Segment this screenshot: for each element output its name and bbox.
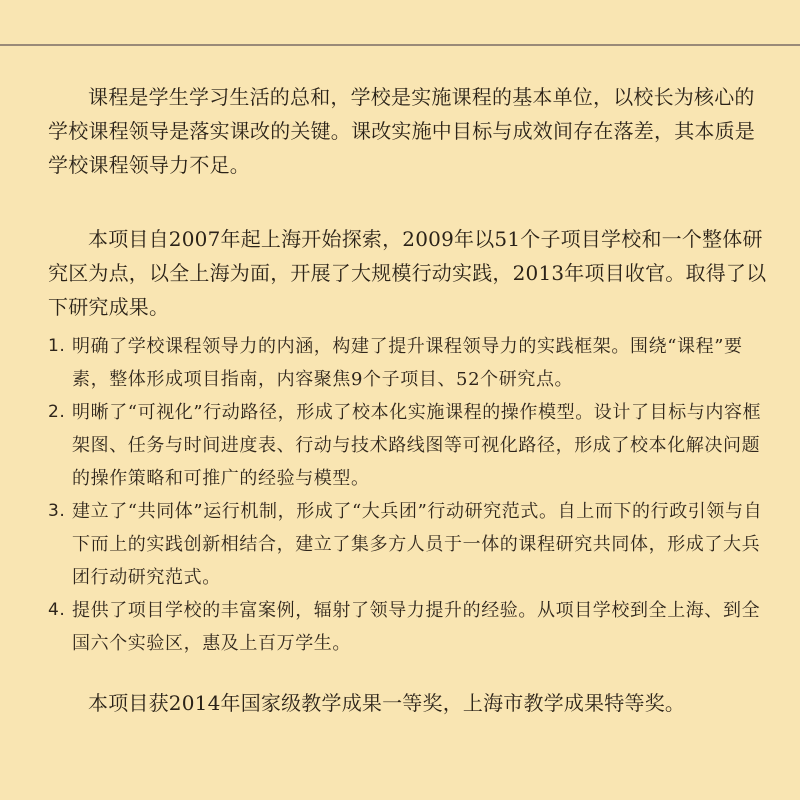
results-item-number: 2. (48, 402, 66, 422)
intro-paragraph-1: 课程是学生学习生活的总和，学校是实施课程的基本单位，以校长为核心的学校课程领导是落实课改的关键。课改实施中目标与成效间存在落差，其本质是学校课程领导力不足。 (48, 85, 755, 177)
top-divider (0, 44, 800, 46)
results-item-text: 明确了学校课程领导力的内涵，构建了提升课程领导力的实践框架。围绕“课程”要素，整体形成项目指南，内容聚焦9个子项目、52个研究点。 (72, 336, 743, 390)
results-item-text: 提供了项目学校的丰富案例，辐射了领导力提升的经验。从项目学校到全上海、到全国六个实验区，惠及上百万学生。 (72, 600, 761, 654)
closing-paragraph: 本项目获2014年国家级教学成果一等奖，上海市教学成果特等奖。 (88, 691, 686, 715)
results-list (48, 330, 776, 660)
results-item-number: 3. (48, 501, 66, 521)
results-list-item (48, 396, 776, 495)
results-item-text: 明晰了“可视化”行动路径，形成了校本化实施课程的操作模型。设计了目标与内容框架图、任务与时间进度表、行动与技术路线图等可视化路径，形成了校本化解决问题的操作策略和可推广的经验与模型。 (72, 402, 762, 489)
results-item-number: 4. (48, 600, 66, 620)
results-item-text: 建立了“共同体”运行机制，形成了“大兵团”行动研究范式。自上而下的行政引领与自下而上的实践创新相结合，建立了集多方人员于一体的课程研究共同体，形成了大兵团行动研究范式。 (72, 501, 763, 588)
results-item-number: 1. (48, 336, 66, 356)
results-list-item (48, 594, 776, 660)
results-list-item (48, 495, 776, 594)
results-list-item (48, 330, 776, 396)
intro-paragraph-2: 本项目自2007年起上海开始探索，2009年以51个子项目学校和一个整体研究区为点，以全上海为面，开展了大规模行动实践，2013年项目收官。取得了以下研究成果。 (48, 227, 767, 319)
